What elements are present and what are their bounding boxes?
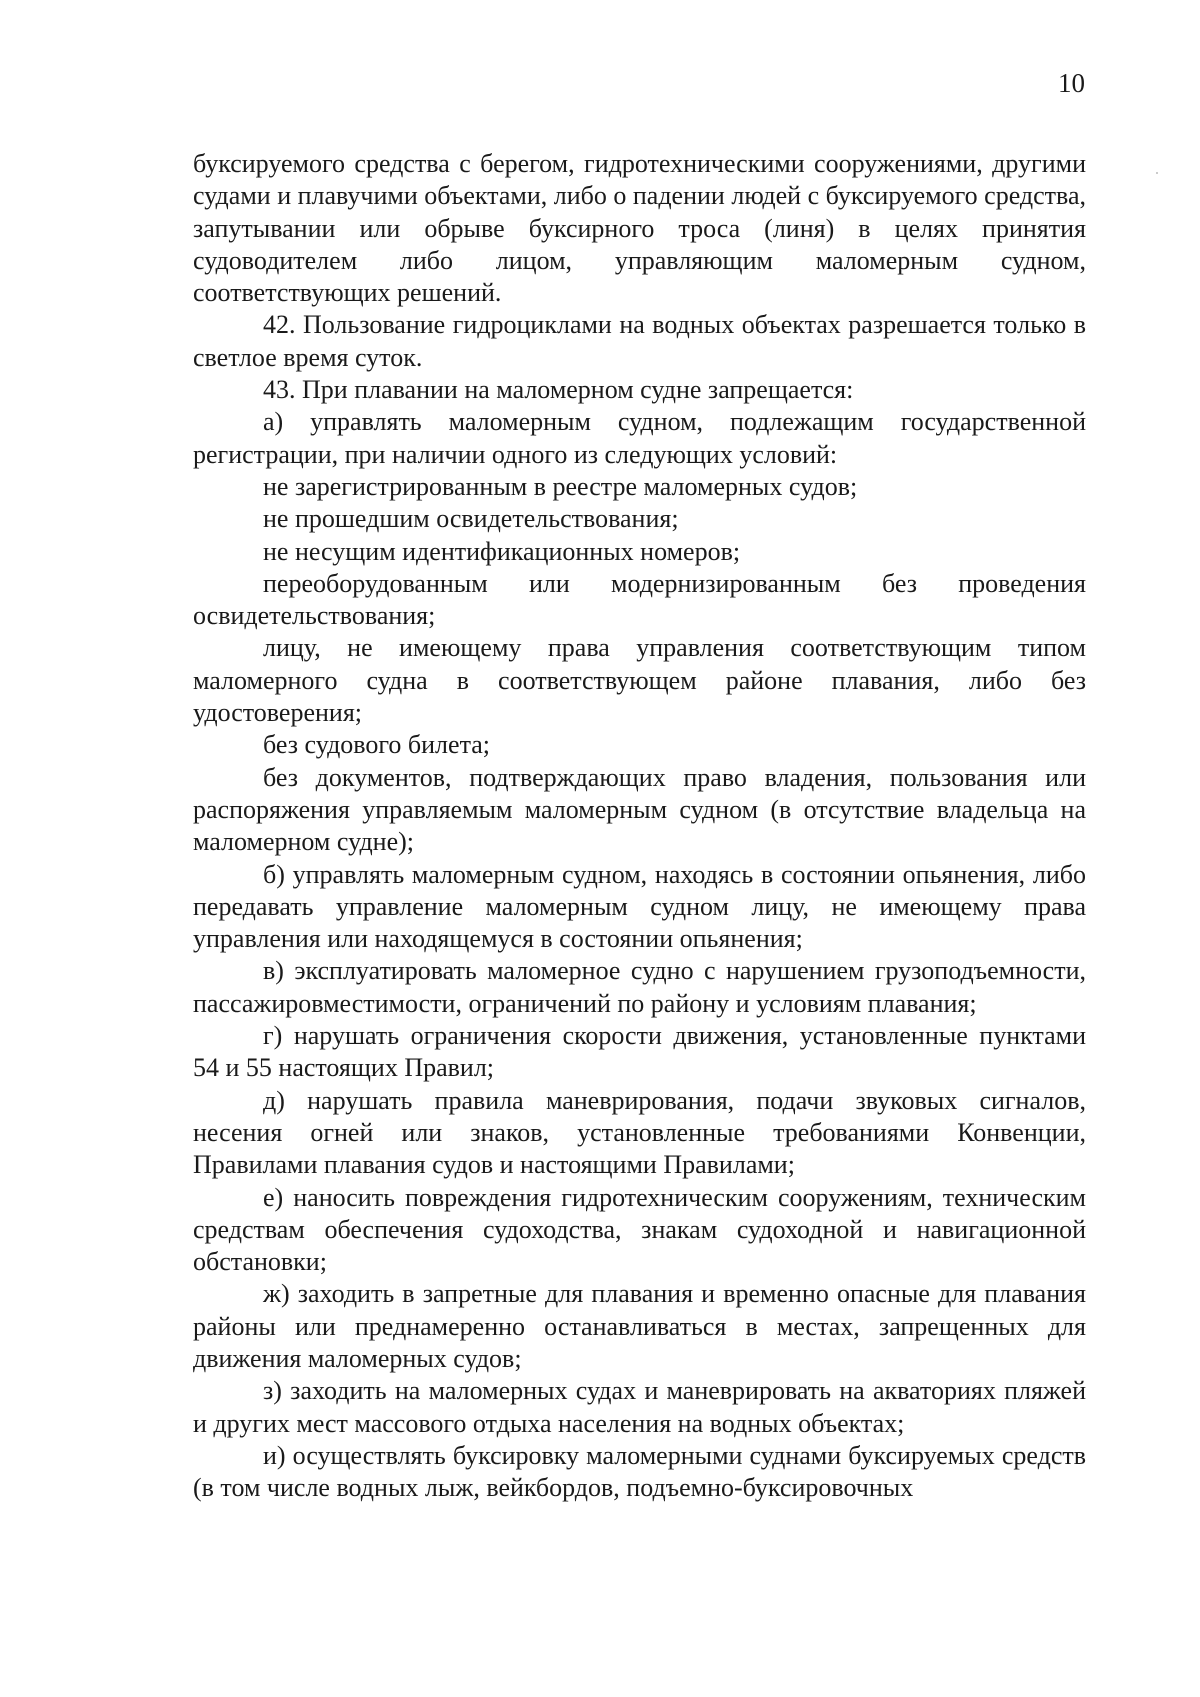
paragraph: 43. При плавании на маломерном судне запрещается: <box>263 375 854 405</box>
paragraph: переоборудованным или модернизированным без проведения освидетельствования; <box>193 568 1086 631</box>
paragraph: без судового билета; <box>263 730 491 760</box>
paragraph: г) нарушать ограничения скорости движения, установленные пунктами 54 и 55 настоящих Правил; <box>193 1021 1086 1083</box>
paragraph: е) наносить повреждения гидротехническим сооружениям, техническим средствам обеспечения судоходства, знакам судоходной и навигационной обстановки; <box>193 1182 1086 1277</box>
paragraph: 42. Пользование гидроциклами на водных объектах разрешается только в светлое время суток. <box>193 310 1086 372</box>
paragraph: не прошедшим освидетельствования; <box>263 504 679 534</box>
paragraph: б) управлять маломерным судном, находясь в состоянии опьянения, либо передавать управление маломерным судном лицу, не имеющему права управления или находящемуся в состоянии опьянения; <box>193 859 1086 954</box>
paragraph: без документов, подтверждающих право владения, пользования или распоряжения управляемым маломерным судном (в отсутствие владельца на маломерном судне); <box>193 762 1086 857</box>
paragraph: буксируемого средства с берегом, гидротехническими сооружениями, другими судами и плавучими объектами, либо о падении людей с буксируемого средства, запутывании или обрыве буксирного троса (линя) в целях принятия судоводителем либо лицом, управляющим маломерным судном, соответствующих решений. <box>193 149 1086 308</box>
paragraph: з) заходить на маломерных судах и маневрировать на акваториях пляжей и других мест массового отдыха населения на водных объектах; <box>193 1376 1086 1438</box>
paragraph: лицу, не имеющему права управления соответствующим типом маломерного судна в соответствующем районе плавания, либо без удостоверения; <box>193 633 1086 728</box>
paragraph: не несущим идентификационных номеров; <box>263 536 741 566</box>
page-number: 10 <box>1058 68 1085 98</box>
paragraph: а) управлять маломерным судном, подлежащим государственной регистрации, при наличии одного из следующих условий: <box>193 407 1086 469</box>
paragraph: и) осуществлять буксировку маломерными суднами буксируемых средств (в том числе водных лыж, вейкбордов, подъемно-буксировочных <box>193 1440 1086 1503</box>
scan-artifact <box>1156 172 1158 174</box>
paragraph: ж) заходить в запретные для плавания и временно опасные для плавания районы или преднамеренно останавливаться в местах, запрещенных для движения маломерных судов; <box>193 1279 1086 1373</box>
paragraph: в) эксплуатировать маломерное судно с нарушением грузоподъемности, пассажировместимости, ограничений по району и условиям плавания; <box>193 956 1086 1018</box>
paragraph: д) нарушать правила маневрирования, подачи звуковых сигналов, несения огней или знаков, установленные требованиями Конвенции, Правилами плавания судов и настоящими Правилами; <box>193 1085 1086 1180</box>
paragraph: не зарегистрированным в реестре маломерных судов; <box>263 471 858 501</box>
document-body <box>193 148 1086 1504</box>
